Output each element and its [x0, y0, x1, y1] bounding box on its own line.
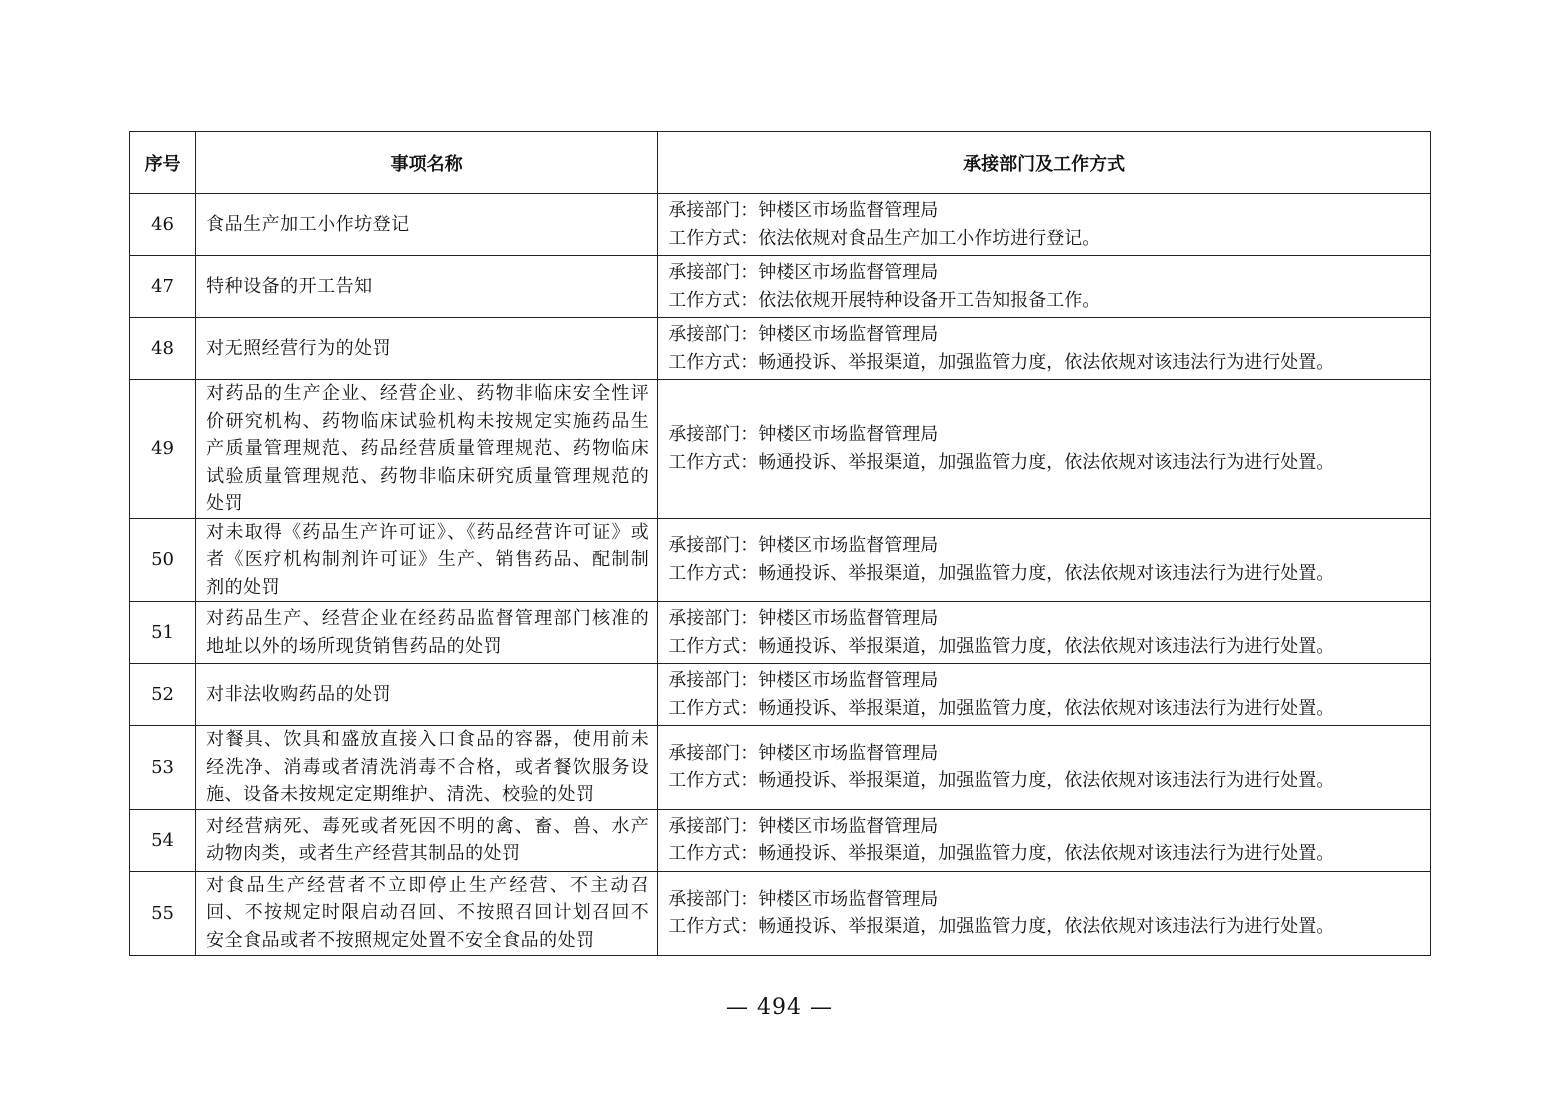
department-line: 承接部门：钟楼区市场监督管理局 [668, 608, 939, 629]
table-row [130, 871, 1431, 955]
row-number: 47 [130, 256, 196, 318]
row-item-name: 对药品生产、经营企业在经药品监督管理部门核准的地址以外的场所现货销售药品的处罚 [196, 602, 658, 664]
row-department-method [658, 726, 1431, 810]
method-line: 工作方式：畅通投诉、举报渠道，加强监管力度，依法依规对该违法行为进行处置。 [668, 451, 1335, 473]
table-row [130, 256, 1431, 318]
table-row [130, 380, 1431, 519]
row-item-name: 对食品生产经营者不立即停止生产经营、不主动召回、不按规定时限启动召回、不按照召回计划召回不安全食品或者不按照规定处置不安全食品的处罚 [196, 871, 658, 955]
row-department-method [658, 256, 1431, 318]
department-line: 承接部门：钟楼区市场监督管理局 [668, 742, 939, 764]
table-row [130, 664, 1431, 726]
row-item-name: 对无照经营行为的处罚 [196, 318, 658, 380]
row-item-name: 食品生产加工小作坊登记 [196, 194, 658, 256]
row-department-method [658, 664, 1431, 726]
row-number: 46 [130, 194, 196, 256]
method-line: 工作方式：依法依规开展特种设备开工告知报备工作。 [668, 289, 1101, 311]
row-number: 50 [130, 518, 196, 602]
row-number: 55 [130, 871, 196, 955]
method-line: 工作方式：畅通投诉、举报渠道，加强监管力度，依法依规对该违法行为进行处置。 [668, 562, 1335, 584]
table-row [130, 602, 1431, 664]
row-item-name: 对餐具、饮具和盛放直接入口食品的容器，使用前未经洗净、消毒或者清洗消毒不合格，或者餐饮服务设施、设备未按规定定期维护、清洗、校验的处罚 [196, 726, 658, 810]
table-row [130, 518, 1431, 602]
header-item-name: 事项名称 [196, 132, 658, 194]
method-line: 工作方式：畅通投诉、举报渠道，加强监管力度，依法依规对该违法行为进行处置。 [668, 843, 1335, 864]
department-line: 承接部门：钟楼区市场监督管理局 [668, 815, 939, 837]
header-department-method: 承接部门及工作方式 [658, 132, 1431, 194]
department-line: 承接部门：钟楼区市场监督管理局 [668, 670, 939, 691]
method-line: 工作方式：畅通投诉、举报渠道，加强监管力度，依法依规对该违法行为进行处置。 [668, 770, 1335, 792]
row-item-name: 特种设备的开工告知 [196, 256, 658, 318]
row-number: 51 [130, 602, 196, 664]
row-item-name: 对未取得《药品生产许可证》、《药品经营许可证》或者《医疗机构制剂许可证》生产、销售药品、配制制剂的处罚 [196, 518, 658, 602]
row-number: 54 [130, 809, 196, 871]
department-line: 承接部门：钟楼区市场监督管理局 [668, 424, 939, 446]
row-department-method [658, 518, 1431, 602]
department-line: 承接部门：钟楼区市场监督管理局 [668, 324, 939, 345]
row-department-method [658, 194, 1431, 256]
header-serial-number: 序号 [130, 132, 196, 194]
method-line: 工作方式：畅通投诉、举报渠道，加强监管力度，依法依规对该违法行为进行处置。 [668, 697, 1335, 719]
row-item-name: 对药品的生产企业、经营企业、药物非临床安全性评价研究机构、药物临床试验机构未按规定实施药品生产质量管理规范、药品经营质量管理规范、药物临床试验质量管理规范、药物非临床研究质量管理规范的处罚 [196, 380, 658, 519]
row-number: 53 [130, 726, 196, 810]
table-row [130, 726, 1431, 810]
table-row [130, 809, 1431, 871]
table-row [130, 318, 1431, 380]
method-line: 工作方式：畅通投诉、举报渠道，加强监管力度，依法依规对该违法行为进行处置。 [668, 351, 1335, 373]
row-department-method [658, 871, 1431, 955]
page-number: — 494 — [726, 995, 833, 1020]
row-department-method [658, 602, 1431, 664]
method-line: 工作方式：依法依规对食品生产加工小作坊进行登记。 [668, 227, 1101, 249]
department-line: 承接部门：钟楼区市场监督管理局 [668, 535, 939, 557]
row-department-method [658, 318, 1431, 380]
row-number: 49 [130, 380, 196, 519]
department-line: 承接部门：钟楼区市场监督管理局 [668, 888, 939, 910]
method-line: 工作方式：畅通投诉、举报渠道，加强监管力度，依法依规对该违法行为进行处置。 [668, 635, 1335, 657]
row-number: 52 [130, 664, 196, 726]
method-line: 工作方式：畅通投诉、举报渠道，加强监管力度，依法依规对该违法行为进行处置。 [668, 916, 1335, 937]
department-line: 承接部门：钟楼区市场监督管理局 [668, 200, 939, 221]
table-row [130, 194, 1431, 256]
row-item-name: 对经营病死、毒死或者死因不明的禽、畜、兽、水产动物肉类，或者生产经营其制品的处罚 [196, 809, 658, 871]
department-line: 承接部门：钟楼区市场监督管理局 [668, 262, 939, 283]
row-number: 48 [130, 318, 196, 380]
row-department-method [658, 809, 1431, 871]
row-department-method [658, 380, 1431, 519]
table-header-row [130, 132, 1431, 194]
row-item-name: 对非法收购药品的处罚 [196, 664, 658, 726]
items-table [129, 131, 1431, 956]
